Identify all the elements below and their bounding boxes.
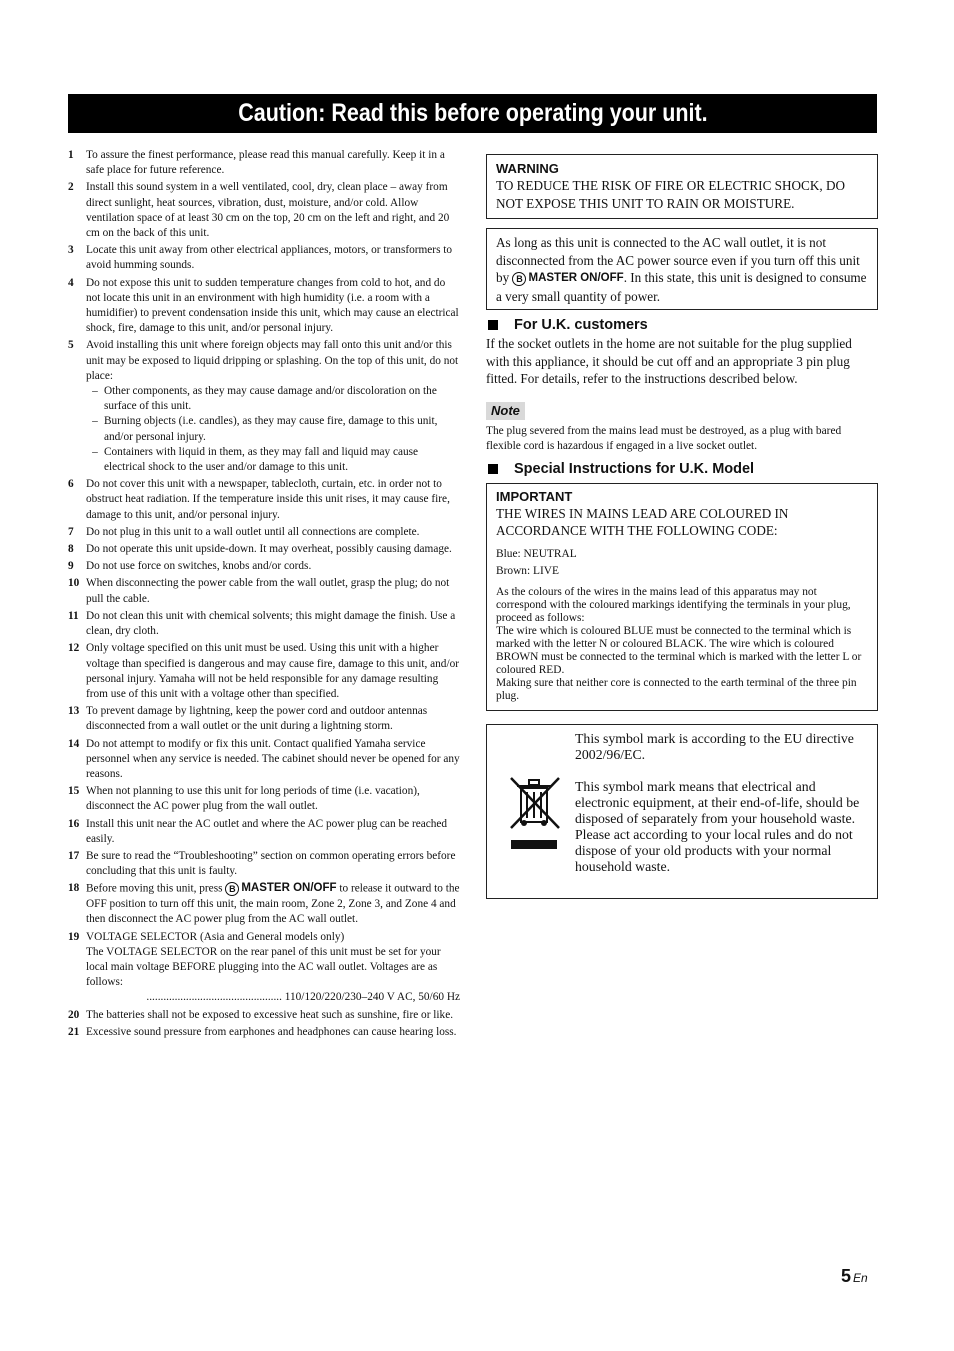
item-body: When not planning to use this unit for long periods of time (i.e. vacation), disconnect the AC power plug from the wall outlet. <box>86 785 420 813</box>
item-text <box>86 737 460 783</box>
item-text <box>86 817 460 847</box>
list-item-20 <box>68 1008 460 1023</box>
weee-paragraph-2: This symbol mark means that electrical and electronic equipment, at their end-of-life, should be disposed of separately from your household waste. <box>575 778 860 826</box>
caution-list <box>68 148 460 1042</box>
square-bullet-icon <box>488 320 498 330</box>
item18-before: Before moving this unit, press <box>86 882 223 895</box>
master-on-off-key <box>512 270 623 288</box>
key-label: MASTER ON/OFF <box>528 272 624 285</box>
item-text <box>86 148 460 178</box>
item-text <box>86 784 460 814</box>
list-item-18 <box>68 881 460 927</box>
sub-item <box>86 414 460 444</box>
sub-item-text: Containers with liquid in them, as they may fall and liquid may cause electrical shock to the user and/or damage to this unit. <box>104 445 419 474</box>
item-body: Do not use force on switches, knobs and/or cords. <box>86 560 312 573</box>
note-text: The plug severed from the mains lead must be destroyed, as a plug with bared flexible cord is hazardous if engaged in a live socket outlet. <box>486 424 842 452</box>
uk-model-heading <box>486 460 878 478</box>
right-column <box>486 154 878 899</box>
item-number: 9 <box>68 560 74 573</box>
power-info-text <box>496 234 868 306</box>
item-body: Do not attempt to modify or fix this unit. Contact qualified Yamaha service personnel when any service is needed. The cabinet should never be opened for any reasons. <box>86 737 460 780</box>
item-body: When disconnecting the power cable from the wall outlet, grasp the plug; do not pull the cable. <box>86 577 450 605</box>
item-body: Only voltage specified on this unit must be used. Using this unit with a higher voltage than specified is dangerous and may cause fire, damage to this unit, and/or personal injury. Yamaha will not be held responsible for any damage resulting from use of this unit with a voltage other than specified. <box>86 642 459 700</box>
item-number: 7 <box>68 525 74 538</box>
list-item-9 <box>68 559 460 574</box>
item-text <box>86 559 460 574</box>
item-body: Install this unit near the AC outlet and where the AC power plug can be reached easily. <box>86 817 448 845</box>
item-body: Avoid installing this unit where foreign objects may fall onto this unit and/or this unit may be exposed to liquid dripping or splashing. On the top of this unit, do not place: <box>86 339 459 382</box>
item-text <box>86 930 460 1006</box>
list-item-12 <box>68 641 460 702</box>
list-item-1 <box>68 148 460 178</box>
item-text <box>86 641 460 702</box>
item-text <box>86 243 460 273</box>
section-heading: Special Instructions for U.K. Model <box>514 460 755 477</box>
item-number: 6 <box>68 478 74 491</box>
note-block <box>486 402 878 454</box>
weee-text <box>575 731 869 892</box>
item-text <box>86 1008 460 1023</box>
item-number: 13 <box>68 705 80 718</box>
list-item-6 <box>68 477 460 523</box>
weee-paragraph-3: Please act according to your local rules and do not dispose of your old products with your normal household waste. <box>575 826 853 874</box>
weee-box <box>486 724 878 899</box>
item18-after: to release it outward to the OFF position to turn off this unit, the main room, Zone 2, Zone 3, and Zone 4 and then disconnect the AC power plug from the AC wall outlet. <box>86 882 460 926</box>
voltage-values: ................................................ 110/120/220/230–240 V AC, 50/60 Hz <box>146 991 460 1004</box>
sub-item <box>86 445 460 475</box>
page-number <box>841 1266 868 1287</box>
wire-blue: Blue: NEUTRAL <box>496 547 577 560</box>
item-body: Do not expose this unit to sudden temperature changes from cold to hot, and do not locate this unit in an environment with high humidity (i.e. a room with a humidifier) to prevent condensation inside this unit, which may cause an electrical shock, fire, damage to this unit, and/or personal injury. <box>86 276 459 335</box>
item-text <box>86 849 460 879</box>
page-number-value: 5 <box>841 1266 852 1286</box>
item-number: 5 <box>68 339 74 352</box>
item-text <box>86 881 460 927</box>
item-number: 8 <box>68 543 74 556</box>
list-item-19 <box>68 930 460 1006</box>
power-info-box <box>486 228 878 310</box>
important-paragraph-1: As the colours of the wires in the mains lead of this apparatus may not correspond with the coloured markings identifying the terminals in your plug, proceed as follows: <box>496 585 851 624</box>
wire-brown: Brown: LIVE <box>496 564 559 577</box>
list-item-17 <box>68 849 460 879</box>
page-title: Caution: Read this before operating your unit. <box>237 99 708 127</box>
item-text <box>86 477 460 523</box>
warning-title: WARNING <box>496 161 559 176</box>
list-item-15 <box>68 784 460 814</box>
item-body: The batteries shall not be exposed to excessive heat such as sunshine, fire or like. <box>86 1008 454 1021</box>
item-number: 14 <box>68 737 80 750</box>
square-bullet-icon <box>488 464 498 474</box>
note-label: Note <box>486 402 525 420</box>
item-body: Install this sound system in a well ventilated, cool, dry, clean place – away from direct sunlight, heat sources, vibration, dust, moisture, and/or cold. Allow ventilation space of at least 30 cm on the top, 20 cm on the left and right, and 20 cm on the back of this unit. <box>86 181 450 240</box>
important-title: IMPORTANT <box>496 488 573 504</box>
item-number: 17 <box>68 849 80 862</box>
page-language: En <box>853 1271 868 1285</box>
item-body: Do not cover this unit with a newspaper, tablecloth, curtain, etc. in order not to obstruct heat radiation. If the temperature inside this unit rises, it may cause fire, damage to this unit, and/or personal injury. <box>86 478 450 521</box>
list-item-2 <box>68 180 460 241</box>
master-on-off-key <box>225 881 336 896</box>
numbered-items-end <box>68 1008 460 1040</box>
uk-customers-text: If the socket outlets in the home are not suitable for the plug supplied with this appliance, it should be cut off and an appropriate 3 pin plug fitted. For details, refer to the instructions described below. <box>486 336 852 387</box>
list-item-16 <box>68 817 460 847</box>
item-text <box>86 1025 460 1040</box>
item-text <box>86 180 460 241</box>
item-number: 2 <box>68 181 74 194</box>
item-text <box>86 609 460 639</box>
voltage-selector-title: VOLTAGE SELECTOR (Asia and General models only) <box>86 930 345 943</box>
warning-text: TO REDUCE THE RISK OF FIRE OR ELECTRIC SHOCK, DO NOT EXPOSE THIS UNIT TO RAIN OR MOISTURE. <box>496 178 846 211</box>
important-text: THE WIRES IN MAINS LEAD ARE COLOURED IN ACCORDANCE WITH THE FOLLOWING CODE: <box>496 505 789 539</box>
item-body: Be sure to read the “Troubleshooting” section on common operating errors before concluding that this unit is faulty. <box>86 849 456 878</box>
item-body: Do not clean this unit with chemical solvents; this might damage the finish. Use a clean, dry cloth. <box>86 609 456 638</box>
item-number: 21 <box>68 1025 80 1038</box>
list-item-7 <box>68 525 460 540</box>
item-number: 20 <box>68 1008 80 1021</box>
item-body: Do not operate this unit upside-down. It may overheat, possibly causing damage. <box>86 543 452 556</box>
power-info-before: As long as this unit is connected to the AC wall outlet, it is not disconnected from the AC power source even if you turn off this unit by <box>496 235 860 286</box>
section-heading: For U.K. customers <box>514 317 648 333</box>
item-number: 18 <box>68 882 80 895</box>
list-item-8 <box>68 542 460 557</box>
item-body: Excessive sound pressure from earphones and headphones can cause hearing loss. <box>86 1025 457 1038</box>
important-paragraph-3: Making sure that neither core is connected to the earth terminal of the three pin plug. <box>496 676 857 702</box>
item-number: 1 <box>68 149 74 161</box>
dash-bullet: – <box>92 445 98 458</box>
item-text <box>86 338 460 475</box>
sub-item <box>86 384 460 414</box>
item-number: 12 <box>68 642 80 655</box>
item-number: 16 <box>68 817 80 830</box>
item-body: To prevent damage by lightning, keep the power cord and outdoor antennas disconnected from a wall outlet or the unit during a lightning storm. <box>86 705 428 733</box>
list-item-3 <box>68 243 460 273</box>
list-item-14 <box>68 737 460 783</box>
weee-paragraph-1: This symbol mark is according to the EU directive 2002/96/EC. <box>575 730 854 762</box>
list-item-13 <box>68 704 460 734</box>
list-item-4 <box>68 276 460 337</box>
key-symbol: B <box>225 882 239 896</box>
numbered-items <box>68 148 460 879</box>
item-body: Do not plug in this unit to a wall outlet until all connections are complete. <box>86 525 420 538</box>
list-item-10 <box>68 576 460 606</box>
item-text <box>86 542 460 557</box>
voltage-selector-text: The VOLTAGE SELECTOR on the rear panel of this unit must be set for your local main voltage BEFORE plugging into the AC wall outlet. Voltages are as follows: <box>86 945 441 989</box>
list-item-21 <box>68 1025 460 1040</box>
title-bar <box>68 94 877 133</box>
item-text <box>86 525 460 540</box>
item-number: 11 <box>68 609 79 622</box>
item-body: To assure the finest performance, please read this manual carefully. Keep it in a safe place for future reference. <box>86 149 445 177</box>
item-number: 15 <box>68 785 80 798</box>
item-number: 3 <box>68 244 74 257</box>
item-number: 10 <box>68 577 80 590</box>
sub-item-text: Burning objects (i.e. candles), as they may cause fire, damage to this unit, and/or personal injury. <box>104 415 438 443</box>
weee-bin-icon <box>495 731 575 892</box>
item-text <box>86 704 460 734</box>
item-text <box>86 276 460 337</box>
dash-bullet: – <box>92 415 98 428</box>
item-body: Locate this unit away from other electrical appliances, motors, or transformers to avoid humming sounds. <box>86 244 453 272</box>
item-number: 19 <box>68 930 80 943</box>
list-item-5 <box>68 338 460 475</box>
item-number: 4 <box>68 276 74 289</box>
item-text <box>86 576 460 606</box>
list-item-11 <box>68 609 460 639</box>
warning-box <box>486 154 878 219</box>
important-paragraph-2: The wire which is coloured BLUE must be connected to the terminal which is marked with the letter N or coloured BLACK. The wire which is coloured BROWN must be connected to the terminal which is marked with the letter L or coloured RED. <box>496 624 862 676</box>
sub-item-text: Other components, as they may cause damage and/or discoloration on the surface of this unit. <box>104 385 437 413</box>
key-label: MASTER ON/OFF <box>241 882 337 895</box>
dash-bullet: – <box>92 385 98 398</box>
important-box <box>486 483 878 711</box>
uk-customers-heading <box>486 316 878 334</box>
key-symbol: B <box>512 272 526 286</box>
power-info-after: . In this state, this unit is designed to consume a very small quantity of power. <box>496 270 867 304</box>
